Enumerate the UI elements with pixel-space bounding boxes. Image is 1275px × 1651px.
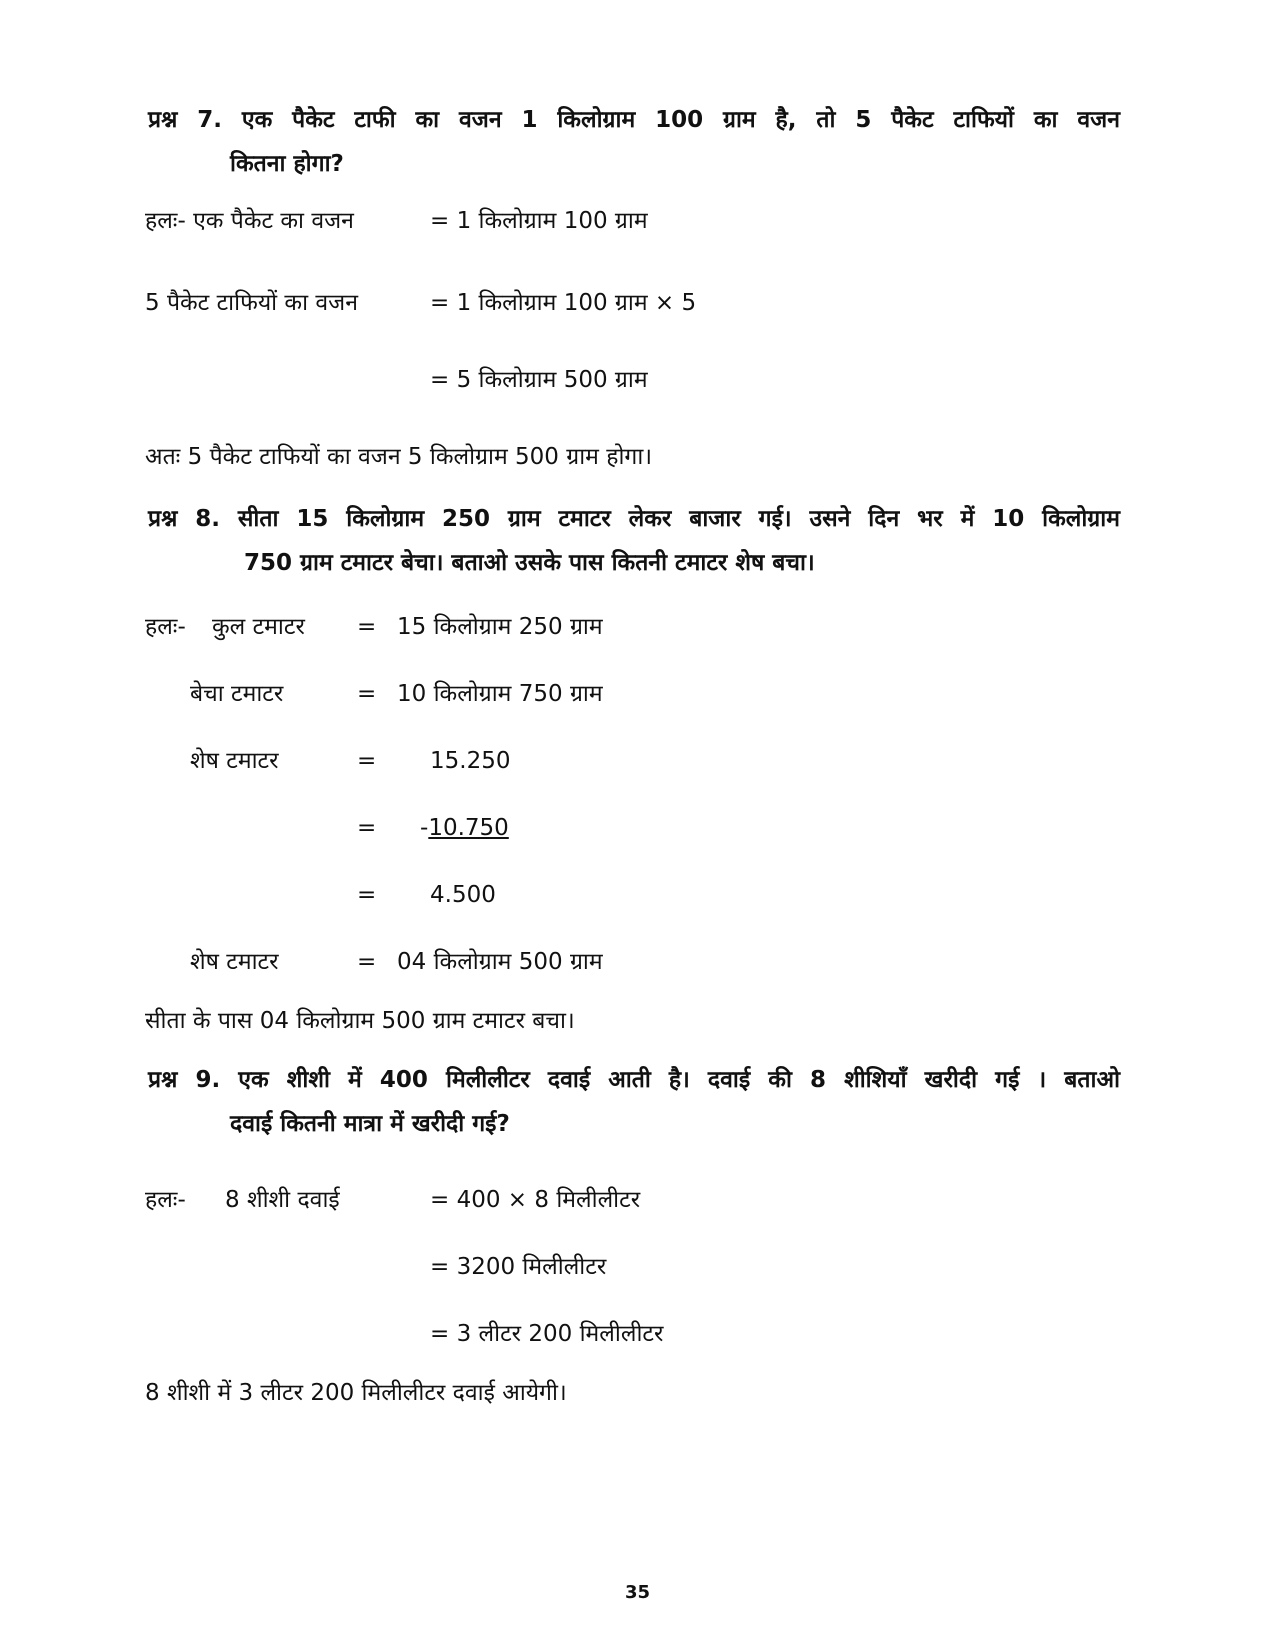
- q9-solution-value-1: = 400 × 8 मिलीलीटर: [430, 1187, 641, 1213]
- q9-solution-label-1: 8 शीशी दवाई: [225, 1187, 340, 1213]
- q8-equals-6: =: [357, 949, 377, 975]
- q7-solution-value-1: = 1 किलोग्राम 100 ग्राम: [430, 208, 648, 234]
- question-9: [148, 1058, 1120, 1146]
- q7-answer: अतः 5 पैकेट टाफियों का वजन 5 किलोग्राम 500 ग्राम होगा।: [145, 444, 653, 470]
- q9-solution-value-3: = 3 लीटर 200 मिलीलीटर: [430, 1321, 664, 1347]
- q8-total-value: 15 किलोग्राम 250 ग्राम: [397, 614, 603, 640]
- q9-hal-label: हलः-: [145, 1187, 186, 1213]
- q8-equals-2: =: [357, 681, 377, 707]
- q8-minus-sign: -: [420, 815, 429, 841]
- q8-subtrahend: 10.750: [428, 815, 509, 841]
- question-9-line-1: प्रश्न 9. एक शीशी में 400 मिलीलीटर दवाई आती है। दवाई की 8 शीशियाँ खरीदी गई । बताओ: [148, 1067, 1120, 1093]
- question-7-line-2: कितना होगा?: [230, 151, 344, 177]
- question-7: [148, 98, 1120, 186]
- q8-difference: 4.500: [430, 882, 496, 908]
- question-8: [148, 497, 1120, 585]
- question-8-line-1: प्रश्न 8. सीता 15 किलोग्राम 250 ग्राम टमाटर लेकर बाजार गई। उसने दिन भर में 10 किलोग्राम: [148, 506, 1120, 532]
- question-8-line-2: 750 ग्राम टमाटर बेचा। बताओ उसके पास कितनी टमाटर शेष बचा।: [244, 550, 815, 576]
- q7-solution-value-2: = 1 किलोग्राम 100 ग्राम × 5: [430, 290, 697, 316]
- q8-hal-label: हलः-: [145, 614, 186, 640]
- q7-solution-label-1: हलः- एक पैकेट का वजन: [145, 208, 354, 234]
- q8-equals-5: =: [357, 882, 377, 908]
- q8-equals-1: =: [357, 614, 377, 640]
- q9-answer: 8 शीशी में 3 लीटर 200 मिलीलीटर दवाई आयेगी।: [145, 1380, 567, 1406]
- q8-total-label: कुल टमाटर: [212, 614, 305, 640]
- q7-solution-label-2: 5 पैकेट टाफियों का वजन: [145, 290, 358, 316]
- q8-remaining-value: 04 किलोग्राम 500 ग्राम: [397, 949, 603, 975]
- q7-solution-value-3: = 5 किलोग्राम 500 ग्राम: [430, 367, 648, 393]
- q8-remaining-label-2: शेष टमाटर: [190, 949, 279, 975]
- q8-sold-label: बेचा टमाटर: [190, 681, 284, 707]
- question-7-line-1: प्रश्न 7. एक पैकेट टाफी का वजन 1 किलोग्राम 100 ग्राम है, तो 5 पैकेट टाफियों का वजन: [148, 107, 1120, 133]
- q8-sold-value: 10 किलोग्राम 750 ग्राम: [397, 681, 603, 707]
- q8-remaining-decimal: 15.250: [430, 748, 511, 774]
- page-number: 35: [624, 1582, 651, 1603]
- q8-answer: सीता के पास 04 किलोग्राम 500 ग्राम टमाटर बचा।: [145, 1008, 575, 1034]
- q8-equals-4: =: [357, 815, 377, 841]
- q8-subtraction: [420, 813, 509, 843]
- q8-equals-3: =: [357, 748, 377, 774]
- q8-remaining-label: शेष टमाटर: [190, 748, 279, 774]
- q9-solution-value-2: = 3200 मिलीलीटर: [430, 1254, 607, 1280]
- question-9-line-2: दवाई कितनी मात्रा में खरीदी गई?: [230, 1111, 510, 1137]
